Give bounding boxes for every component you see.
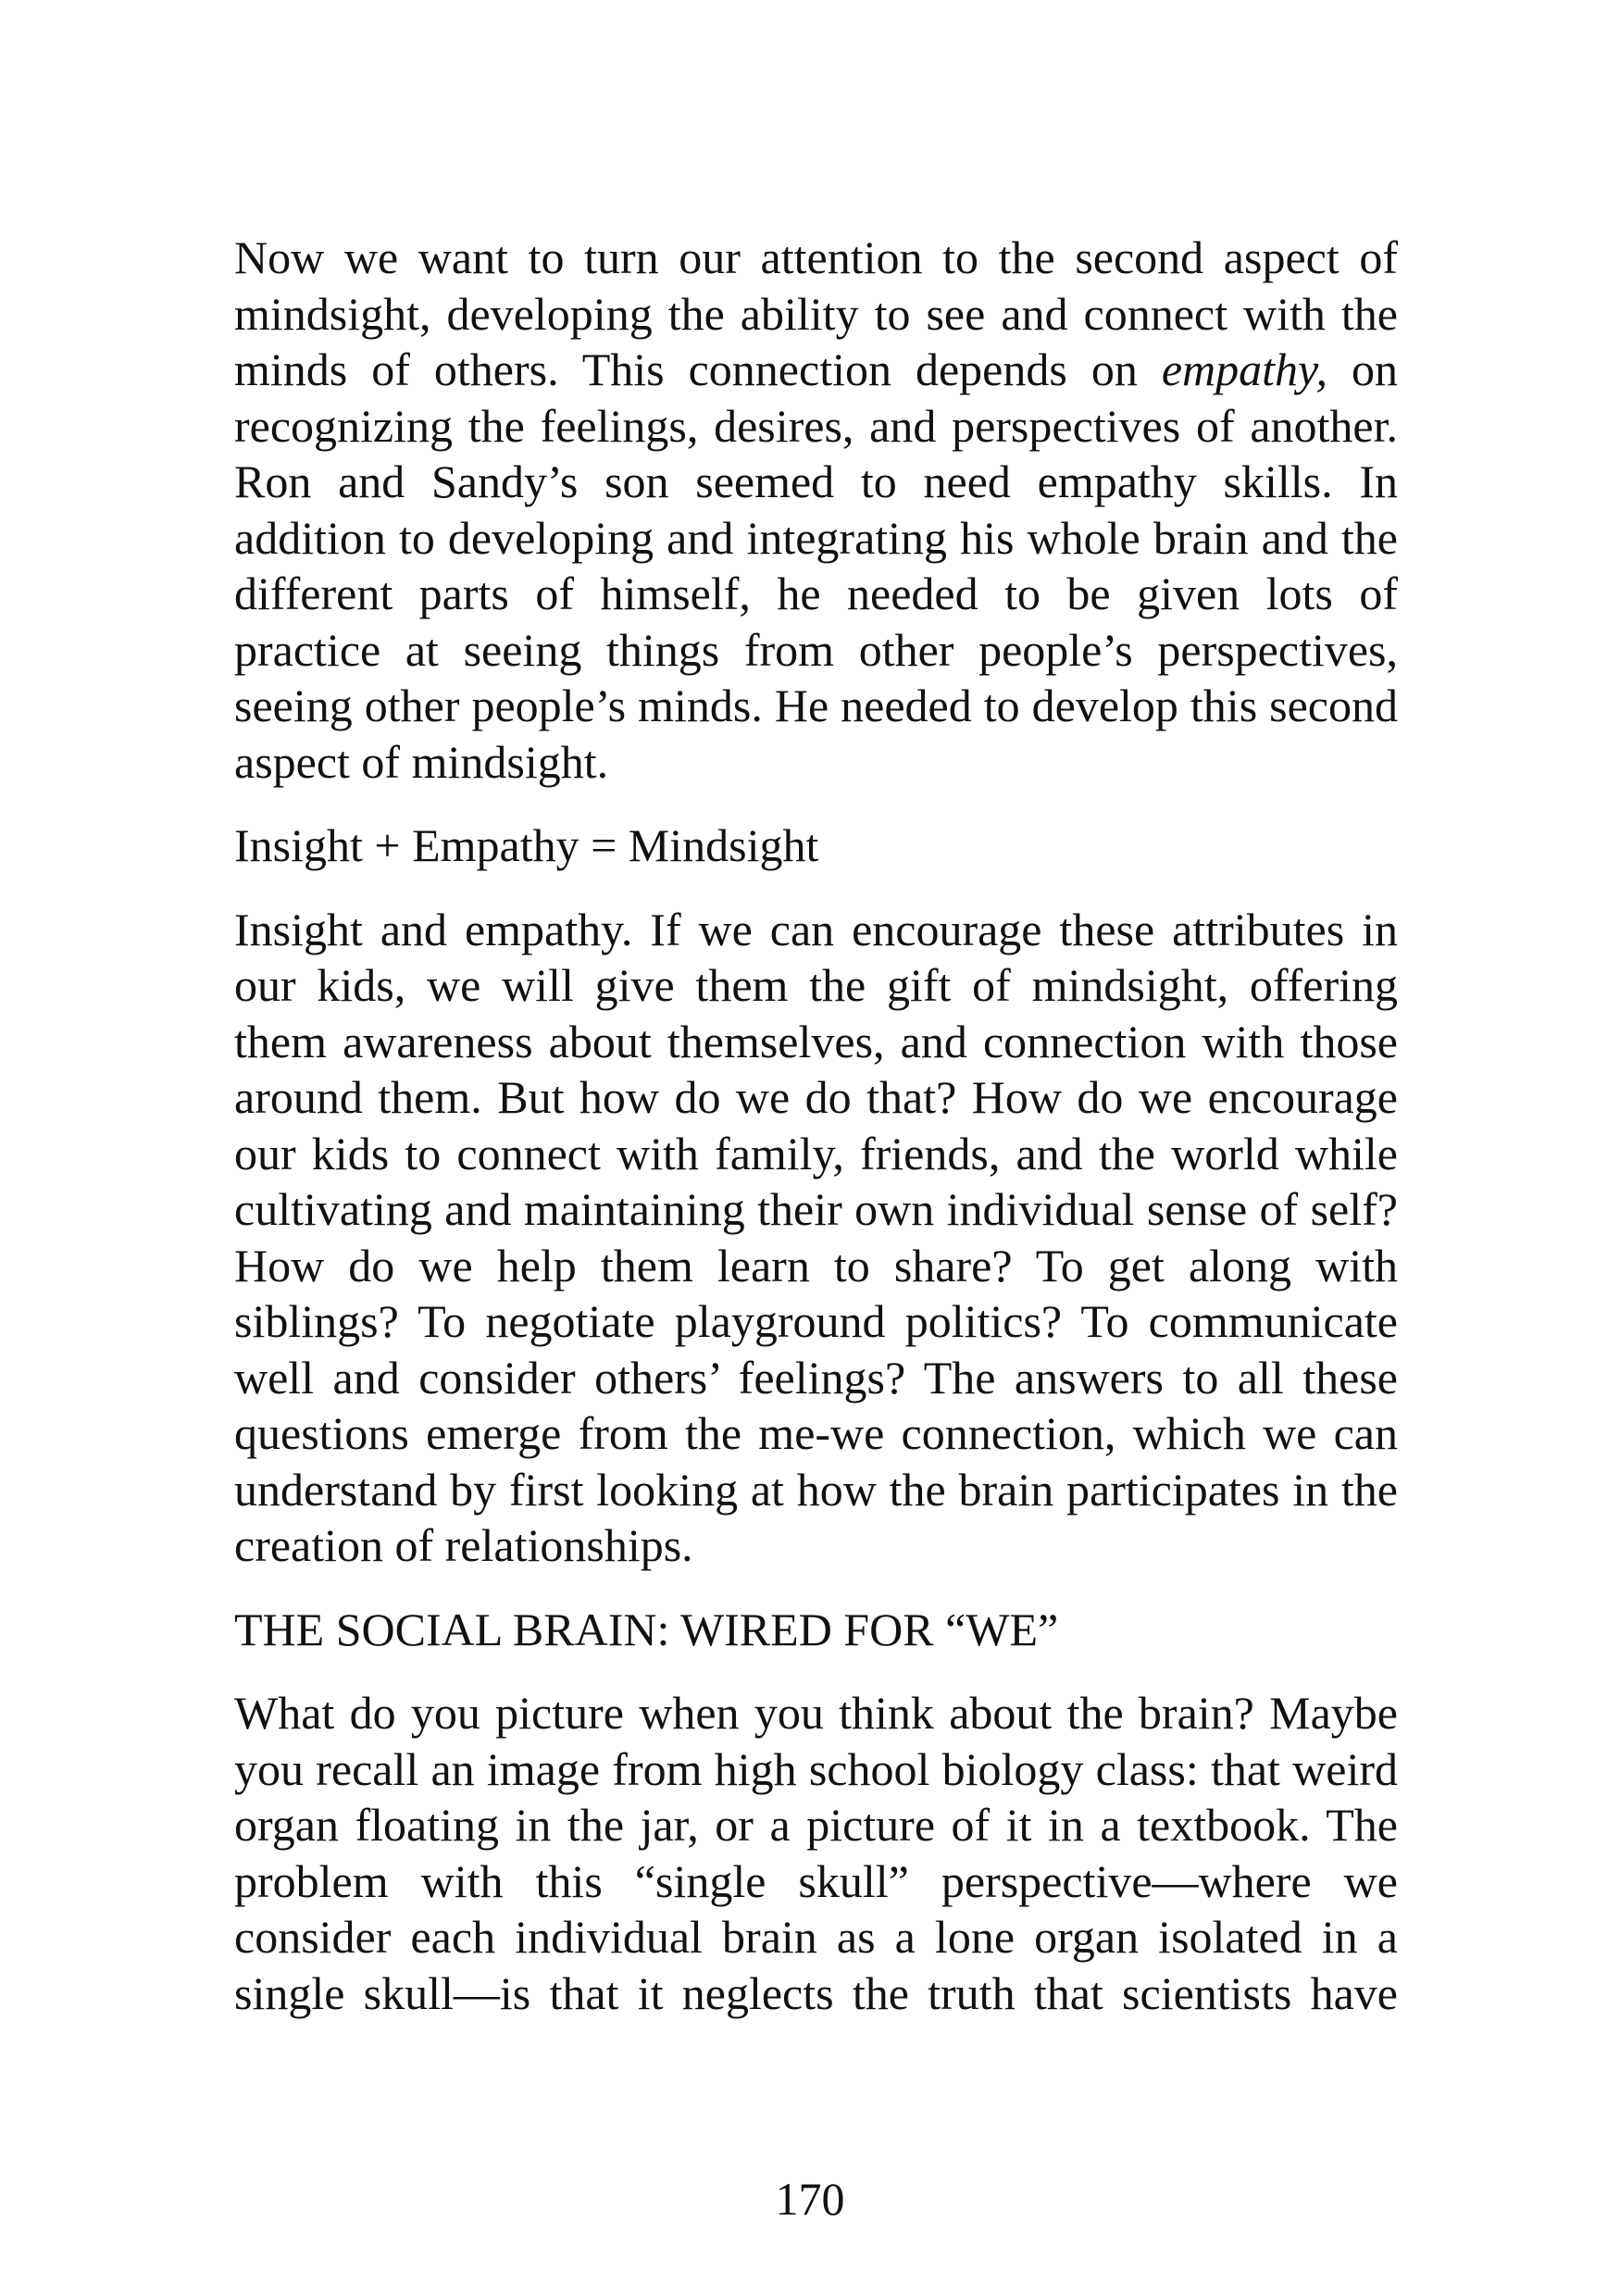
paragraph-text-after: on recognizing the feelings, desires, and perspectives of another. Ron and Sandy’s son seemed to need empathy skills. In addition to developing and integrating his whole brain and the different parts of himself, he needed to be given lots of practice at seeing things from other people’s perspectives, seeing other people’s minds. He needed to develop this second aspect of mindsight. bbox=[234, 343, 1398, 788]
paragraph-insight-empathy: Insight and empathy. If we can encourage these attributes in our kids, we will give them the gift of mindsight, offering them awareness about themselves, and connection with those around them. But how do we do that? How do we encourage our kids to connect with family, friends, and the world while cultivating and maintaining their own individual sense of self? How do we help them learn to share? To get along with siblings? To negotiate playground politics? To communicate well and consider others’ feelings? The answers to all these questions emerge from the me-we connection, which we can understand by first looking at how the brain participates in the creation of relationships. bbox=[234, 903, 1398, 1571]
emphasis-empathy: empathy, bbox=[1161, 343, 1327, 395]
body-text bbox=[234, 230, 1398, 2021]
formula-line: Insight + Empathy = Mindsight bbox=[234, 819, 819, 871]
paragraph-social-brain: What do you picture when you think about the brain? Maybe you recall an image from high school biology class: that weird organ floating in the jar, or a picture of it in a textbook. The problem with this “single skull” perspective—where we consider each individual brain as a lone organ isolated in a single skull—is that it neglects the truth that scientists have bbox=[234, 1687, 1398, 2019]
paragraph-text-before: Now we want to turn our attention to the second aspect of mindsight, developing the ability to see and connect with the minds of others. This connection depends on bbox=[234, 231, 1398, 395]
section-heading: THE SOCIAL BRAIN: WIRED FOR “WE” bbox=[234, 1603, 1059, 1655]
page-number: 170 bbox=[775, 2173, 845, 2225]
paragraph-empathy-intro bbox=[234, 230, 1398, 790]
